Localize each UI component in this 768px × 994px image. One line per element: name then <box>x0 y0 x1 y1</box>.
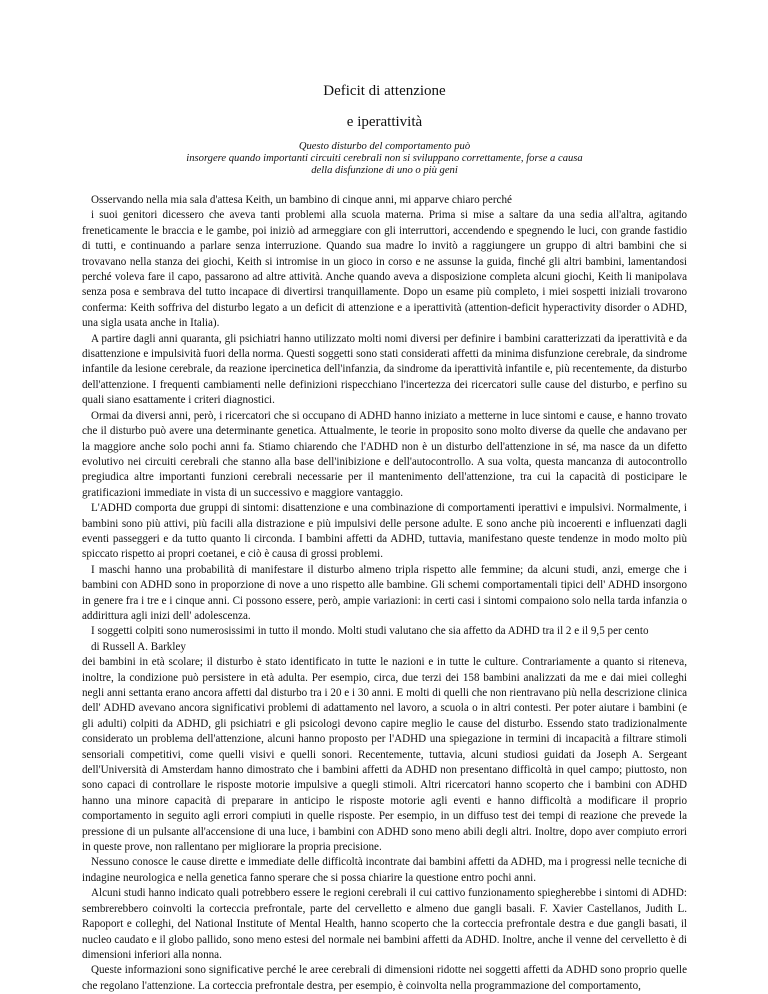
paragraph: i suoi genitori dicessero che aveva tanti problemi alla scuola materna. Prima si mise a saltare da una sedia all'altra, agitando freneticamente le braccia e le gambe, poi iniziò ad armeggiare con gli interruttori, accendendo e spegnendo le luci, con grande fastidio di tutti, e continuando a parlare senza interruzione. Quando sua madre lo invitò a raggiungere un gruppo di altri bambini che si trovavano nella stanza dei giochi, Keith si intromise in un gioco in corso e ne assunse la guida, finché gli altri bambini, lamentandosi perché voleva fare il capo, passarono ad altre attività. Anche quando aveva a disposizione completa alcuni giochi, Keith li manipolava senza posa e sembrava del tutto incapace di divertirsi tranquillamente. Dopo un esame più completo, i miei sospetti iniziali trovarono conferma: Keith soffriva del disturbo legato a un deficit di attenzione e a iperattività (attention-deficit hyperactivity disorder o ADHD, una sigla usata anche in Italia). <box>82 209 687 330</box>
title-line-2: e iperattività <box>346 114 423 130</box>
paragraph: Alcuni studi hanno indicato quali potrebbero essere le regioni cerebrali il cui cattivo funzionamento spiegherebbe i sintomi di ADHD: sembrerebbero coinvolti la corteccia prefrontale, parte del cervelletto e almeno due gangli basali. F. Xavier Castellanos, Judith L. Rapoport e colleghi, del National Institute of Mental Health, hanno scoperto che la corteccia prefrontale destra e due gangli basati, il nucleo caudato e il globo pallido, sono meno estesi del normale nei bambini affetti da ADHD. Inoltre, anche il venne del cervelletto è di dimensioni inferiori alla nonna. <box>82 887 687 961</box>
article-body <box>82 193 687 994</box>
subtitle-line-3: della disfunzione di uno o più geni <box>311 165 458 176</box>
author-byline: di Russell A. Barkley <box>91 640 186 653</box>
paragraph: A partire dagli anni quaranta, gli psichiatri hanno utilizzato molti nomi diversi per definire i bambini caratterizzati da iperattività e da disattenzione e impulsività fuori della norma. Questi soggetti sono stati considerati affetti da minima disfunzione cerebrale, da sindrome infantile da lesione cerebrale, da reazione ipercinetica dell'infanzia, da sindrome da iperattività infantile e, più recentemente, da disturbo dell'attenzione. I frequenti cambiamenti nelle definizioni rispecchiano l'incertezza dei ricercatori sulle cause del disturbo, e perfino su quali siano esattamente i criteri diagnostici. <box>82 332 687 407</box>
paragraph: I maschi hanno una probabilità di manifestare il disturbo almeno tripla rispetto alle femmine; da alcuni studi, anzi, emerge che i bambini con ADHD sono in proporzione di nove a uno rispetto alle bambine. Gli schemi comportamentali tipici dell' ADHD insorgono in genere fra i tre e i cinque anni. Ci possono essere, però, ampie variazioni: in certi casi i sintomi compaiono solo nella tarda infanzia o addirittura agli inizi dell' adolescenza. <box>82 563 687 622</box>
article-subtitle <box>82 141 687 177</box>
title-line-1: Deficit di attenzione <box>323 83 446 99</box>
paragraph: I soggetti colpiti sono numerosissimi in tutto il mondo. Molti studi valutano che sia affetto da ADHD tra il 2 e il 9,5 per cento <box>91 625 649 638</box>
subtitle-line-1: Questo disturbo del comportamento può <box>298 141 471 152</box>
subtitle-line-2: insorgere quando importanti circuiti cerebrali non si sviluppano correttamente, forse a causa <box>186 153 583 164</box>
paragraph: Queste informazioni sono significative perché le aree cerebrali di dimensioni ridotte nei soggetti affetti da ADHD sono proprio quelle che regolano l'attenzione. La corteccia prefrontale destra, per esempio, è coinvolta nella programmazione del comportamento, <box>82 964 687 992</box>
paragraph: Ormai da diversi anni, però, i ricercatori che si occupano di ADHD hanno iniziato a metterne in luce sintomi e cause, e hanno trovato che il disturbo può avere una determinante genetica. Attualmente, le teorie in proposito sono molto diverse da quelle che andavano per la maggiore anche solo pochi anni fa. Stiamo chiarendo che l'ADHD non è un disturbo dell'attenzione in sé, ma nasce da un difetto evolutivo nei circuiti cerebrali che stanno alla base dell'inibizione e dell'autocontrollo. A sua volta, questa mancanza di autocontrollo pregiudica altre importanti funzioni cerebrali necessarie per il mantenimento dell'attenzione, tra cui la capacità di posticipare le gratificazioni immediate in vista di un successivo e maggiore vantaggio. <box>82 409 687 499</box>
paragraph: L'ADHD comporta due gruppi di sintomi: disattenzione e una combinazione di comportamenti iperattivi e impulsivi. Normalmente, i bambini sono più attivi, più facili alla distrazione e più impulsivi delle persone adulte. E sono anche più incoerenti e influenzati dagli eventi passeggeri e da tutto quanto li circonda. I bambini affetti da ADHD, tuttavia, manifestano queste tendenze in modo molto più spiccato rispetto ai propri coetanei, e ciò è causa di grossi problemi. <box>82 502 687 561</box>
paragraph: Nessuno conosce le cause dirette e immediate delle difficoltà incontrate dai bambini affetti da ADHD, ma i progressi nelle tecniche di indagine neurologica e nella genetica fanno sperare che si possa chiarire la questione entro pochi anni. <box>82 856 687 884</box>
paragraph: dei bambini in età scolare; il disturbo è stato identificato in tutte le nazioni e in tutte le culture. Contrariamente a quanto si riteneva, inoltre, la condizione può persistere in età adulta. Per esempio, circa, due terzi dei 158 bambini analizzati da me e dai miei colleghi negli anni settanta erano ancora affetti dal disturbo tra i 20 e i 30 anni. E molti di quelli che non rientravano più nella descrizione clinica dell' ADHD avevano ancora significativi problemi di adattamento nel lavoro, a scuola o in altri contesti. Per poter aiutare i bambini (e gli adulti) colpiti da ADHD, gli psichiatri e gli psicologi devono capire meglio le cause del disturbo. Essendo stato tradizionalmente considerato un problema dell'attenzione, alcuni hanno proposto per l'ADHD una spiegazione in termini di incapacità a filtrare stimoli sensoriali competitivi, come quelli visivi e quelli sonori. Recentemente, tuttavia, alcuni studiosi guidati da Joseph A. Sergeant dell'Università di Amsterdam hanno dimostrato che i bambini affetti da ADHD non presentano difficoltà in quel campo; piuttosto, non sono capaci di controllare le risposte motorie impulsive a quegli stimoli. Altri ricercatori hanno scoperto che i bambini con ADHD hanno una minore capacità di preparare in anticipo le risposte motorie agli eventi e hanno difficoltà a modificare il proprio comportamento in seguito agli errori compiuti in quelle risposte. Per esempio, in un diffuso test dei tempi di reazione che prevede la pressione di un pulsante all'accensione di una luce, i bambini con ADHD sono meno abili degli altri. Inoltre, dopo aver compiuto errori in queste prove, non rallentano per migliorare la propria precisione. <box>82 656 687 854</box>
paragraph: Osservando nella mia sala d'attesa Keith, un bambino di cinque anni, mi apparve chiaro perché <box>91 194 512 206</box>
article-title <box>82 0 687 131</box>
